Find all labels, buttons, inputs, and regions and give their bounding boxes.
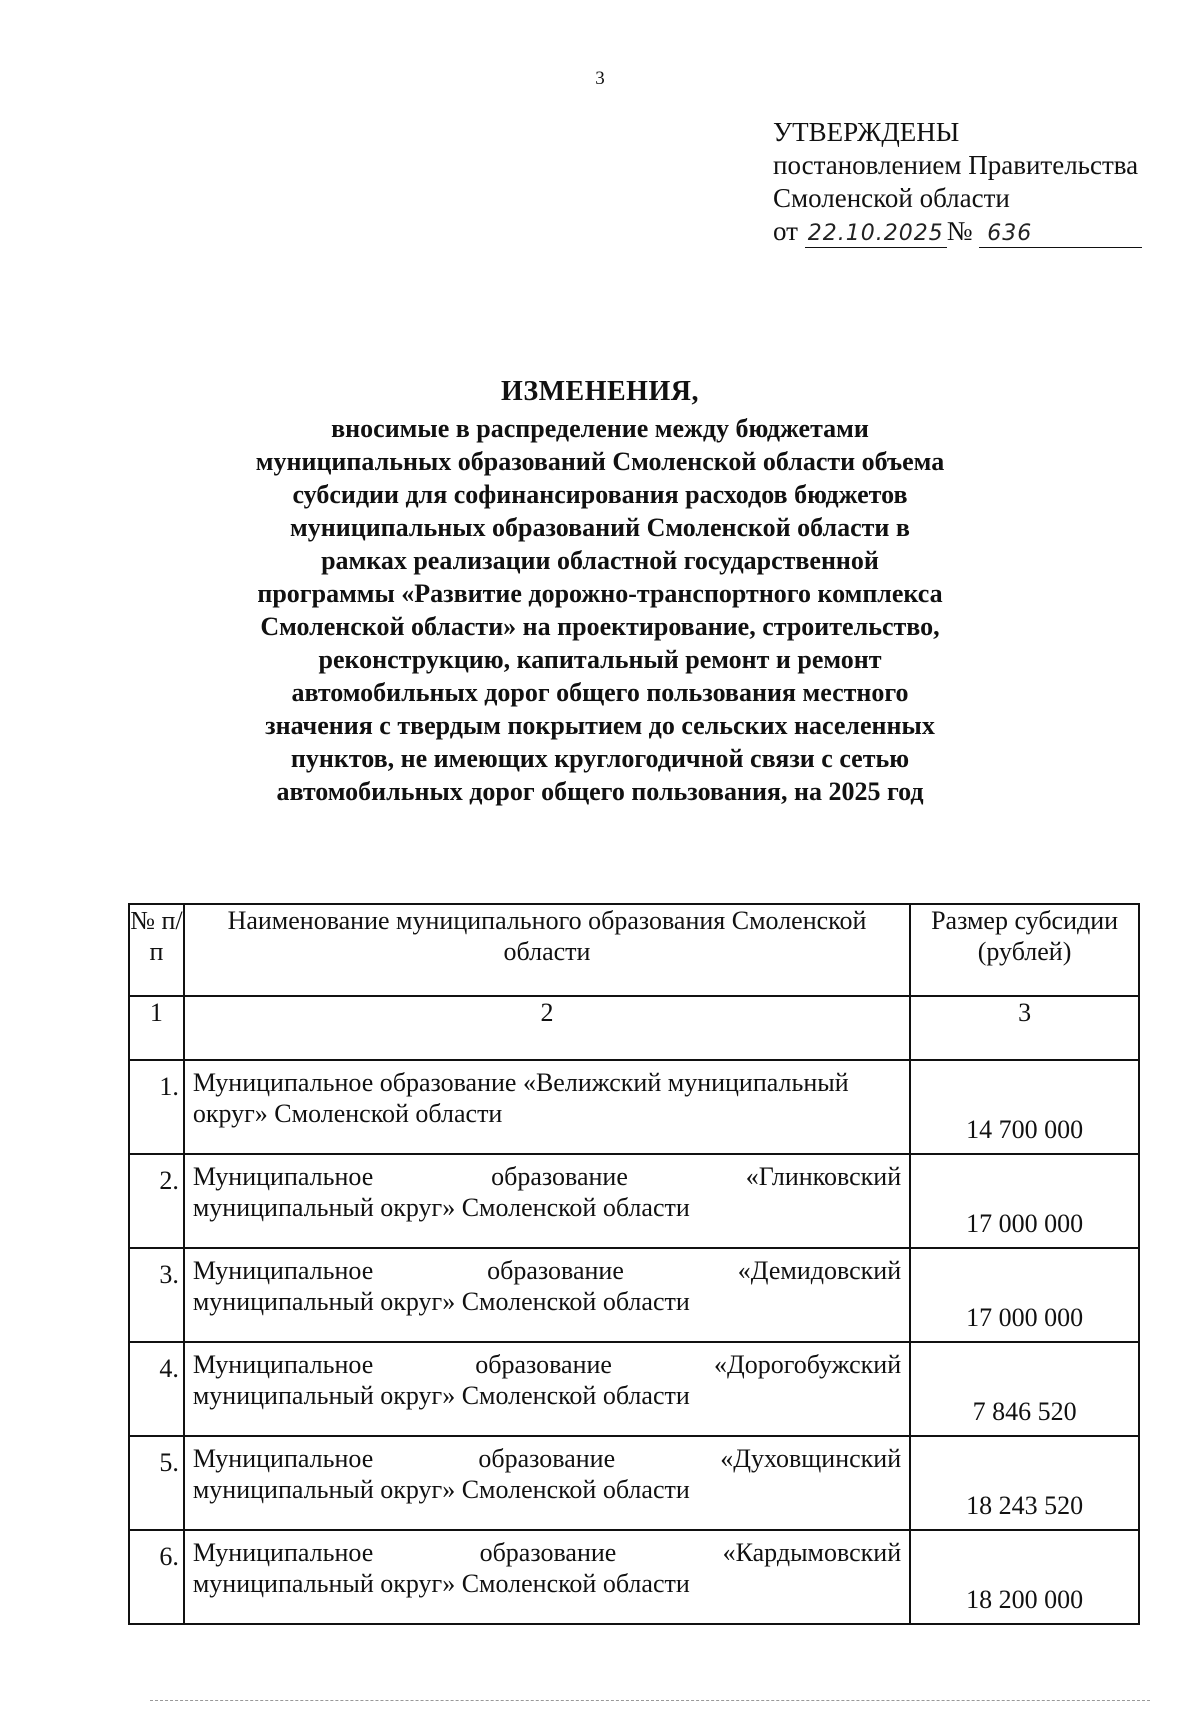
row-amount: 17 000 000 xyxy=(910,1154,1139,1248)
row-number: 1. xyxy=(129,1060,184,1154)
column-number-2: 2 xyxy=(184,996,910,1060)
document-title-block xyxy=(0,375,1200,808)
table-row xyxy=(129,1154,1139,1248)
approval-block xyxy=(773,116,1142,248)
row-amount: 17 000 000 xyxy=(910,1248,1139,1342)
row-municipality-line-2: муниципальный округ» Смоленской области xyxy=(192,1287,690,1316)
approval-line-2: Смоленской области xyxy=(773,183,1010,213)
handwritten-date: 22.10.2025 xyxy=(807,221,944,246)
table-row xyxy=(129,1248,1139,1342)
table-row xyxy=(129,1436,1139,1530)
column-number-1: 1 xyxy=(129,996,184,1060)
table-row xyxy=(129,1060,1139,1154)
handwritten-date-field xyxy=(805,218,947,248)
row-municipality xyxy=(184,1060,910,1154)
number-sign: № xyxy=(946,216,973,246)
page-number: 3 xyxy=(595,68,605,89)
row-amount: 7 846 520 xyxy=(910,1342,1139,1436)
row-municipality xyxy=(184,1436,910,1530)
column-number-row xyxy=(129,996,1139,1060)
header-amount: Размер субсидии (рублей) xyxy=(910,904,1139,996)
scan-artifact-line xyxy=(150,1700,1150,1703)
row-amount: 14 700 000 xyxy=(910,1060,1139,1154)
row-municipality-line-1: Муниципальное образование «Духовщинский xyxy=(192,1444,902,1473)
header-number: № п/п xyxy=(129,904,184,996)
approval-date-line xyxy=(773,215,1142,248)
row-municipality xyxy=(184,1248,910,1342)
row-number: 6. xyxy=(129,1530,184,1624)
row-municipality-line-1: Муниципальное образование «Демидовский xyxy=(192,1256,902,1285)
subsidy-table xyxy=(128,903,1140,1625)
row-number: 4. xyxy=(129,1342,184,1436)
row-municipality xyxy=(184,1154,910,1248)
row-amount: 18 200 000 xyxy=(910,1530,1139,1624)
row-amount: 18 243 520 xyxy=(910,1436,1139,1530)
row-municipality-line-2: округ» Смоленской области xyxy=(192,1099,503,1128)
table-header-row xyxy=(129,904,1139,996)
date-prefix: от xyxy=(773,216,798,246)
handwritten-number: 636 xyxy=(987,221,1033,246)
approval-line-1: постановлением Правительства xyxy=(773,150,1139,180)
table-row xyxy=(129,1342,1139,1436)
handwritten-number-field xyxy=(979,218,1142,248)
row-number: 2. xyxy=(129,1154,184,1248)
document-subtitle: вносимые в распределение между бюджетами муниципальных образований Смоленской области объема субсидии для софинансирования расходов бюджетов муниципальных образований Смоленской области в рамках реализации областной государственной программы «Развитие дорожно-транспортного комплекса Смоленской области» на проектирование, строительство, реконструкцию, капитальный ремонт и ремонт автомобильных дорог общего пользования местного значения с твердым покрытием до сельских населенных пунктов, не имеющих круглогодичной связи с сетью автомобильных дорог общего пользования, на 2025 год xyxy=(255,414,945,806)
row-number: 3. xyxy=(129,1248,184,1342)
row-municipality-line-1: Муниципальное образование «Глинковский xyxy=(192,1162,902,1191)
header-municipality: Наименование муниципального образования Смоленской области xyxy=(184,904,910,996)
column-number-3: 3 xyxy=(910,996,1139,1060)
row-municipality xyxy=(184,1342,910,1436)
row-municipality-line-1: Муниципальное образование «Дорогобужский xyxy=(192,1350,902,1379)
row-number: 5. xyxy=(129,1436,184,1530)
row-municipality-line-2: муниципальный округ» Смоленской области xyxy=(192,1193,690,1222)
document-heading: ИЗМЕНЕНИЯ, xyxy=(501,376,699,407)
approval-title: УТВЕРЖДЕНЫ xyxy=(773,117,960,147)
row-municipality-line-1: Муниципальное образование «Кардымовский xyxy=(192,1538,902,1567)
row-municipality-line-2: муниципальный округ» Смоленской области xyxy=(192,1381,690,1410)
table-row xyxy=(129,1530,1139,1624)
row-municipality xyxy=(184,1530,910,1624)
row-municipality-line-2: муниципальный округ» Смоленской области xyxy=(192,1569,690,1598)
row-municipality-line-2: муниципальный округ» Смоленской области xyxy=(192,1475,690,1504)
row-municipality-line-1: Муниципальное образование «Велижский муниципальный xyxy=(192,1068,849,1097)
